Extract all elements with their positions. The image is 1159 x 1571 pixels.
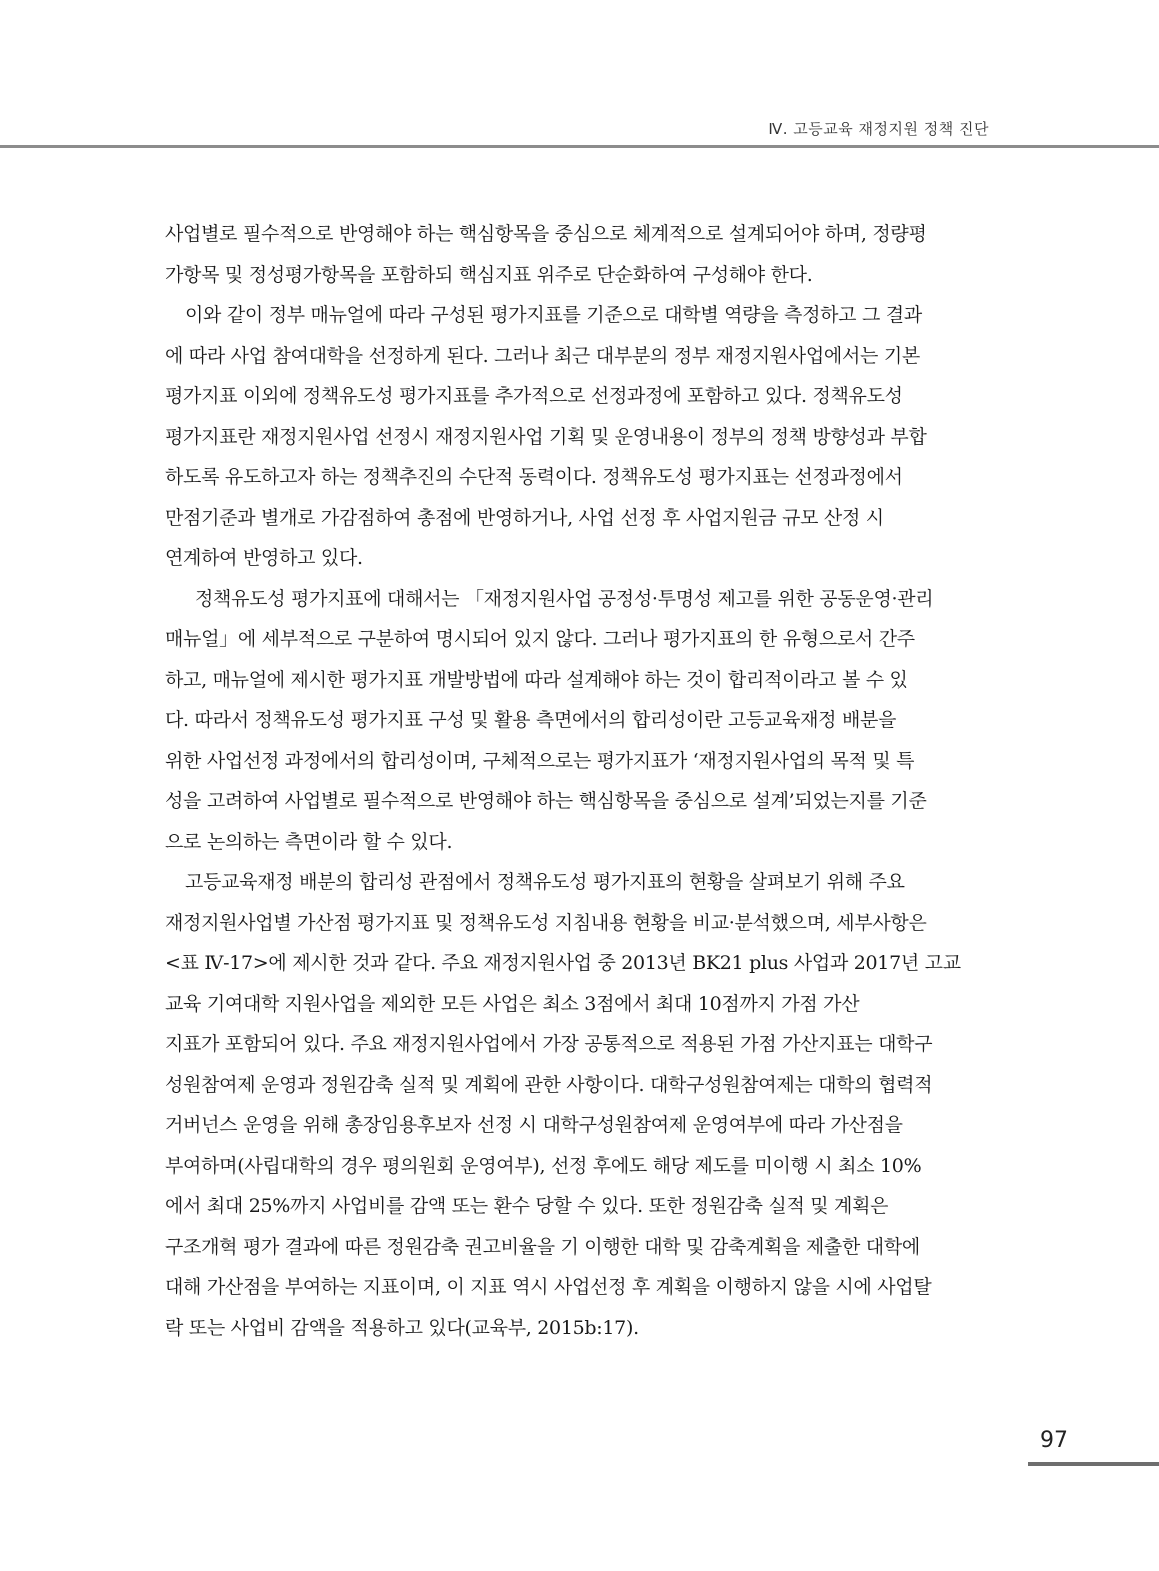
header-divider bbox=[0, 145, 1159, 148]
paragraph-line: 에 따라 사업 참여대학을 선정하게 된다. 그러나 최근 대부분의 정부 재정지원사업에서는 기본 bbox=[165, 344, 920, 367]
body-text bbox=[165, 214, 993, 1348]
paragraph-line: 락 또는 사업비 감액을 적용하고 있다(교육부, 2015b:17). bbox=[165, 1316, 639, 1339]
paragraph-line: 평가지표란 재정지원사업 선정시 재정지원사업 기획 및 운영내용이 정부의 정책 방향성과 부합 bbox=[165, 425, 927, 448]
paragraph-line: 가항목 및 정성평가항목을 포함하되 핵심지표 위주로 단순화하여 구성해야 한다. bbox=[165, 263, 813, 286]
paragraph-line: 교육 기여대학 지원사업을 제외한 모든 사업은 최소 3점에서 최대 10점까지 가점 가산 bbox=[165, 992, 860, 1015]
paragraph-line: 성원참여제 운영과 정원감축 실적 및 계획에 관한 사항이다. 대학구성원참여제는 대학의 협력적 bbox=[165, 1073, 933, 1096]
paragraph-line: 재정지원사업별 가산점 평가지표 및 정책유도성 지침내용 현황을 비교·분석했으며, 세부사항은 bbox=[165, 911, 927, 934]
paragraph-line: 하도록 유도하고자 하는 정책추진의 수단적 동력이다. 정책유도성 평가지표는 선정과정에서 bbox=[165, 466, 903, 488]
paragraph-line: 부여하며(사립대학의 경우 평의원회 운영여부), 선정 후에도 해당 제도를 미이행 시 최소 10% bbox=[165, 1154, 922, 1177]
paragraph-line: 에서 최대 25%까지 사업비를 감액 또는 환수 당할 수 있다. 또한 정원감축 실적 및 계획은 bbox=[165, 1195, 889, 1217]
paragraph-line: 위한 사업선정 과정에서의 합리성이며, 구체적으로는 평가지표가 ‘재정지원사업의 목적 및 특 bbox=[165, 749, 915, 772]
paragraph-line: 이와 같이 정부 매뉴얼에 따라 구성된 평가지표를 기준으로 대학별 역량을 측정하고 그 결과 bbox=[185, 304, 922, 326]
paragraph-line: 하고, 매뉴얼에 제시한 평가지표 개발방법에 따라 설계해야 하는 것이 합리적이라고 볼 수 있 bbox=[165, 668, 908, 691]
paragraph-line: 대해 가산점을 부여하는 지표이며, 이 지표 역시 사업선정 후 계획을 이행하지 않을 시에 사업탈 bbox=[165, 1276, 932, 1298]
paragraph-line: 으로 논의하는 측면이라 할 수 있다. bbox=[165, 830, 453, 853]
paragraph-line: 사업별로 필수적으로 반영해야 하는 핵심항목을 중심으로 체계적으로 설계되어야 하며, 정량평 bbox=[165, 223, 927, 245]
paragraph-line: 구조개혁 평가 결과에 따른 정원감축 권고비율을 기 이행한 대학 및 감축계획을 제출한 대학에 bbox=[165, 1235, 920, 1258]
paragraph-line: <표 Ⅳ-17>에 제시한 것과 같다. 주요 재정지원사업 중 2013년 BK21 plus 사업과 2017년 고교 bbox=[165, 952, 961, 974]
paragraph-line: 지표가 포함되어 있다. 주요 재정지원사업에서 가장 공통적으로 적용된 가점 가산지표는 대학구 bbox=[165, 1033, 933, 1055]
paragraph-line: 다. 따라서 정책유도성 평가지표 구성 및 활용 측면에서의 합리성이란 고등교육재정 배분을 bbox=[165, 709, 897, 731]
page-number: 97 bbox=[1040, 1428, 1068, 1453]
paragraph-line: 만점기준과 별개로 가감점하여 총점에 반영하거나, 사업 선정 후 사업지원금 규모 산정 시 bbox=[165, 506, 884, 529]
paragraph-line: 평가지표 이외에 정책유도성 평가지표를 추가적으로 선정과정에 포함하고 있다. 정책유도성 bbox=[165, 385, 903, 407]
footer-divider bbox=[1028, 1462, 1159, 1466]
running-header-title: Ⅳ. 고등교육 재정지원 정책 진단 bbox=[768, 120, 989, 138]
paragraph-line: 연계하여 반영하고 있다. bbox=[165, 547, 363, 569]
paragraph-line: 매뉴얼」에 세부적으로 구분하여 명시되어 있지 않다. 그러나 평가지표의 한 유형으로서 간주 bbox=[165, 628, 915, 650]
paragraph-line: 정책유도성 평가지표에 대해서는 「재정지원사업 공정성·투명성 제고를 위한 공동운영·관리 bbox=[195, 587, 934, 610]
paragraph-line: 성을 고려하여 사업별로 필수적으로 반영해야 하는 핵심항목을 중심으로 설계’되었는지를 기준 bbox=[165, 790, 927, 812]
paragraph-line: 고등교육재정 배분의 합리성 관점에서 정책유도성 평가지표의 현황을 살펴보기 위해 주요 bbox=[185, 871, 905, 893]
paragraph-line: 거버넌스 운영을 위해 총장임용후보자 선정 시 대학구성원참여제 운영여부에 따라 가산점을 bbox=[165, 1114, 903, 1136]
